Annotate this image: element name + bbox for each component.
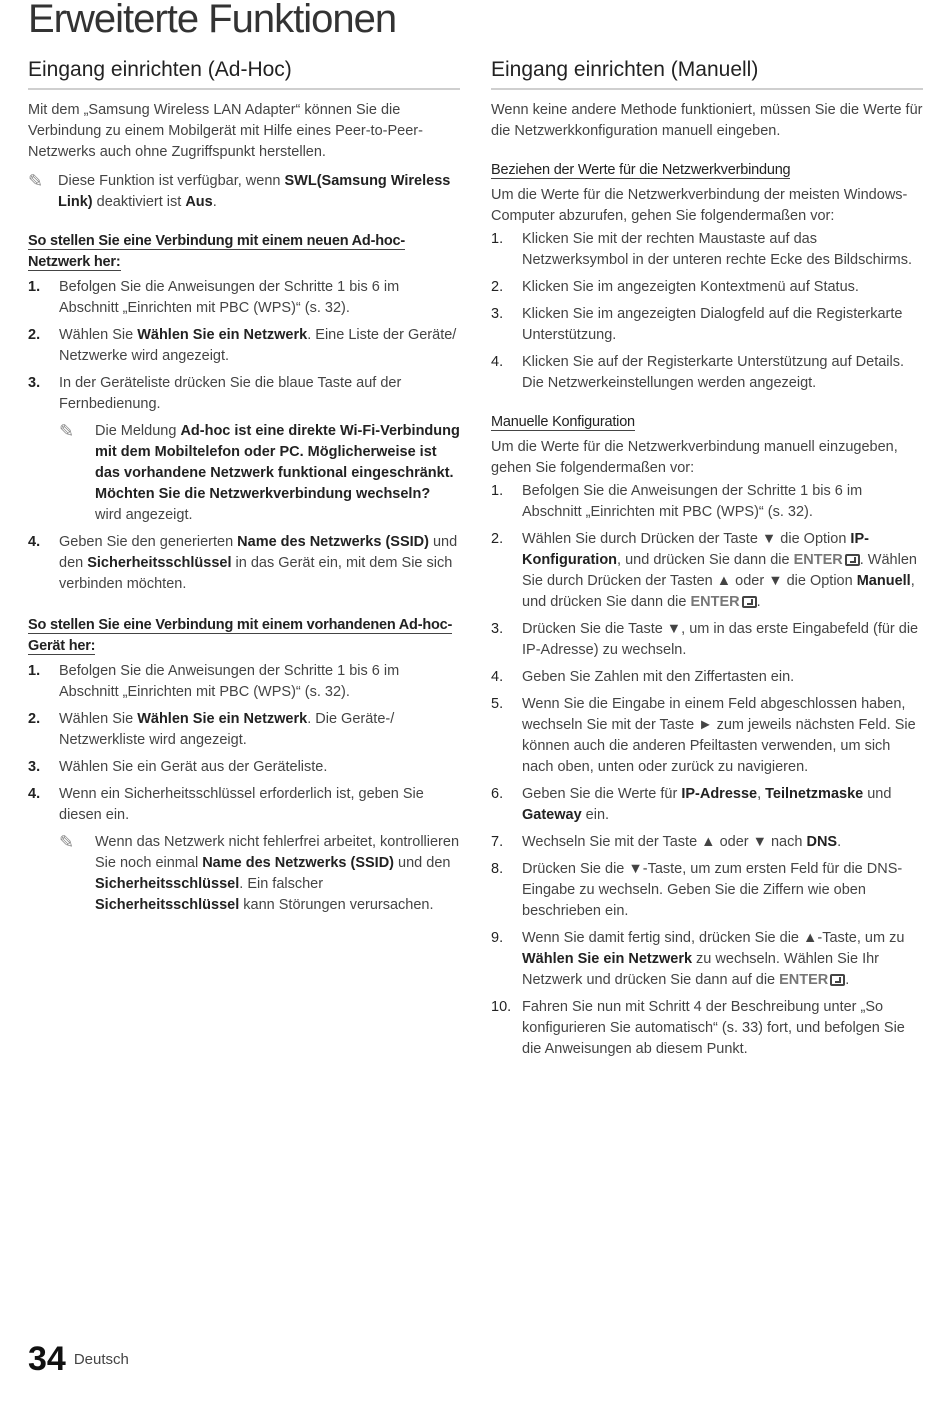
list-item: 3. Klicken Sie im angezeigten Dialogfeld auf die Registerkarte Unterstützung.	[491, 306, 903, 343]
enter-key-icon	[742, 596, 757, 608]
list-item: 2. Wählen Sie Wählen Sie ein Netzwerk. Eine Liste der Geräte/ Netzwerke wird angezeigt.	[28, 327, 457, 364]
list-item: 3. Drücken Sie die Taste ▼, um in das erste Eingabefeld (für die IP-Adresse) zu wechseln.	[491, 621, 919, 658]
manual-config-steps	[491, 481, 923, 1060]
pencil-icon: ✎	[28, 171, 44, 191]
list-item: 4. Geben Sie Zahlen mit den Ziffertasten ein.	[491, 669, 795, 685]
enter-key-icon	[845, 554, 860, 566]
security-note: ✎ Wenn das Netzwerk nicht fehlerfrei arbeitet, kontrollieren Sie noch einmal Name des Netzwerks (SSID) und den Sicherheitsschlüssel. Ein falscher Sicherheitsschlüssel kann Störungen verursachen.	[59, 832, 460, 913]
list-item: 7. Wechseln Sie mit der Taste ▲ oder ▼ nach DNS.	[491, 834, 842, 850]
list-item: 1. Klicken Sie mit der rechten Maustaste auf das Netzwerksymbol in der unteren rechte Ecke des Bildschirms.	[491, 231, 913, 268]
manual-config-heading: Manuelle Konfiguration	[491, 414, 635, 430]
enter-key-icon	[830, 974, 845, 986]
manual-intro: Wenn keine andere Methode funktioniert, müssen Sie die Werte für die Netzwerkkonfiguration manuell eingeben.	[491, 102, 923, 139]
new-adhoc-steps	[28, 277, 460, 595]
adhoc-message-note: ✎ Die Meldung Ad-hoc ist eine direkte Wi-Fi-Verbindung mit dem Mobiltelefon oder PC. Möglicherweise ist das vorhandene Netzwerk funktional eingeschränkt. Möchten Sie die Netzwerkverbindung wechseln? wird angezeigt.	[59, 421, 460, 523]
fetch-values-intro: Um die Werte für die Netzwerkverbindung der meisten Windows-Computer abzurufen, gehen Sie folgendermaßen vor:	[491, 187, 908, 224]
page-title: Erweiterte Funktionen	[28, 0, 397, 41]
list-item: 2. Wählen Sie durch Drücken der Taste ▼ die Option IP-Konfiguration, und drücken Sie dann die ENTER . Wählen Sie durch Drücken der Tasten ▲ oder ▼ die Option Manuell, und drücken Sie dann die ENTER .	[491, 531, 917, 610]
list-item: 5. Wenn Sie die Eingabe in einem Feld abgeschlossen haben, wechseln Sie mit der Taste ► zum jeweils nächsten Feld. Sie können auch die anderen Pfeiltasten verwenden, um sich nach oben, unten oder zurück zu navigieren.	[491, 696, 916, 775]
new-adhoc-heading: So stellen Sie eine Verbindung mit einem neuen Ad-hoc-Netzwerk her:	[28, 233, 406, 270]
page-footer	[28, 1340, 129, 1379]
list-item: 9. Wenn Sie damit fertig sind, drücken Sie die ▲-Taste, um zu Wählen Sie ein Netzwerk zu wechseln. Wählen Sie Ihr Netzwerk und drücken Sie dann auf die ENTER .	[491, 930, 905, 988]
list-item: 1. Befolgen Sie die Anweisungen der Schritte 1 bis 6 im Abschnitt „Einrichten mit PBC (WPS)“ (s. 32).	[491, 483, 863, 520]
list-item: 2. Wählen Sie Wählen Sie ein Netzwerk. Die Geräte-/ Netzwerkliste wird angezeigt.	[28, 711, 395, 748]
pencil-icon: ✎	[59, 832, 75, 852]
list-item: 4. Geben Sie den generierten Name des Netzwerks (SSID) und den Sicherheitsschlüssel in das Gerät ein, mit dem Sie sich verbinden möchten.	[28, 534, 458, 592]
existing-adhoc-heading: So stellen Sie eine Verbindung mit einem vorhandenen Ad-hoc-Gerät her:	[28, 617, 453, 654]
list-item: 8. Drücken Sie die ▼-Taste, um zum ersten Feld für die DNS-Eingabe zu wechseln. Geben Sie die Ziffern wie oben beschrieben ein.	[491, 861, 903, 919]
pencil-icon: ✎	[59, 421, 75, 441]
right-column	[491, 56, 923, 1066]
adhoc-note: ✎ Diese Funktion ist verfügbar, wenn SWL(Samsung Wireless Link) deaktiviert ist Aus.	[28, 171, 451, 210]
manual-config-intro: Um die Werte für die Netzwerkverbindung manuell einzugeben, gehen Sie folgendermaßen vor:	[491, 439, 898, 476]
list-item: 10. Fahren Sie nun mit Schritt 4 der Beschreibung unter „So konfigurieren Sie automatisch“ (s. 33) fort, und befolgen Sie die Anweisungen ab diesem Punkt.	[491, 999, 905, 1057]
list-item: 2. Klicken Sie im angezeigten Kontextmenü auf Status.	[491, 279, 859, 295]
list-item: 1. Befolgen Sie die Anweisungen der Schritte 1 bis 6 im Abschnitt „Einrichten mit PBC (WPS)“ (s. 32).	[28, 279, 400, 316]
adhoc-section-title: Eingang einrichten (Ad-Hoc)	[28, 56, 460, 90]
list-item: 1. Befolgen Sie die Anweisungen der Schritte 1 bis 6 im Abschnitt „Einrichten mit PBC (WPS)“ (s. 32).	[28, 663, 400, 700]
fetch-values-heading: Beziehen der Werte für die Netzwerkverbindung	[491, 162, 791, 178]
adhoc-intro: Mit dem „Samsung Wireless LAN Adapter“ können Sie die Verbindung zu einem Mobilgerät mit Hilfe eines Peer-to-Peer-Netzwerks auch ohne Zugriffspunkt herstellen.	[28, 102, 423, 160]
page-number: 34	[28, 1340, 66, 1378]
list-item: 3. In der Geräteliste drücken Sie die blaue Taste auf der Fernbedienung. ✎ Die Meldung Ad-hoc ist eine direkte Wi-Fi-Verbindung mit dem Mobiltelefon oder PC. Möglicherweise ist das vorhandene Netzwerk funktional eingeschränkt. Möchten Sie die Netzwerkverbindung wechseln? wird angezeigt.	[28, 373, 460, 526]
list-item: 4. Wenn ein Sicherheitsschlüssel erforderlich ist, geben Sie diesen ein. ✎ Wenn das Netzwerk nicht fehlerfrei arbeitet, kontrollieren Sie noch einmal Name des Netzwerks (SSID) und den Sicherheitsschlüssel. Ein falscher Sicherheitsschlüssel kann Störungen verursachen.	[28, 784, 460, 916]
list-item: 6. Geben Sie die Werte für IP-Adresse, Teilnetzmaske und Gateway ein.	[491, 786, 892, 823]
list-item: 3. Wählen Sie ein Gerät aus der Geräteliste.	[28, 759, 328, 775]
fetch-values-steps	[491, 229, 923, 394]
language-label: Deutsch	[73, 1351, 129, 1368]
list-item: 4. Klicken Sie auf der Registerkarte Unterstützung auf Details. Die Netzwerkeinstellungen werden angezeigt.	[491, 354, 905, 391]
existing-adhoc-steps	[28, 661, 460, 916]
manual-section-title: Eingang einrichten (Manuell)	[491, 56, 923, 90]
left-column	[28, 56, 460, 922]
